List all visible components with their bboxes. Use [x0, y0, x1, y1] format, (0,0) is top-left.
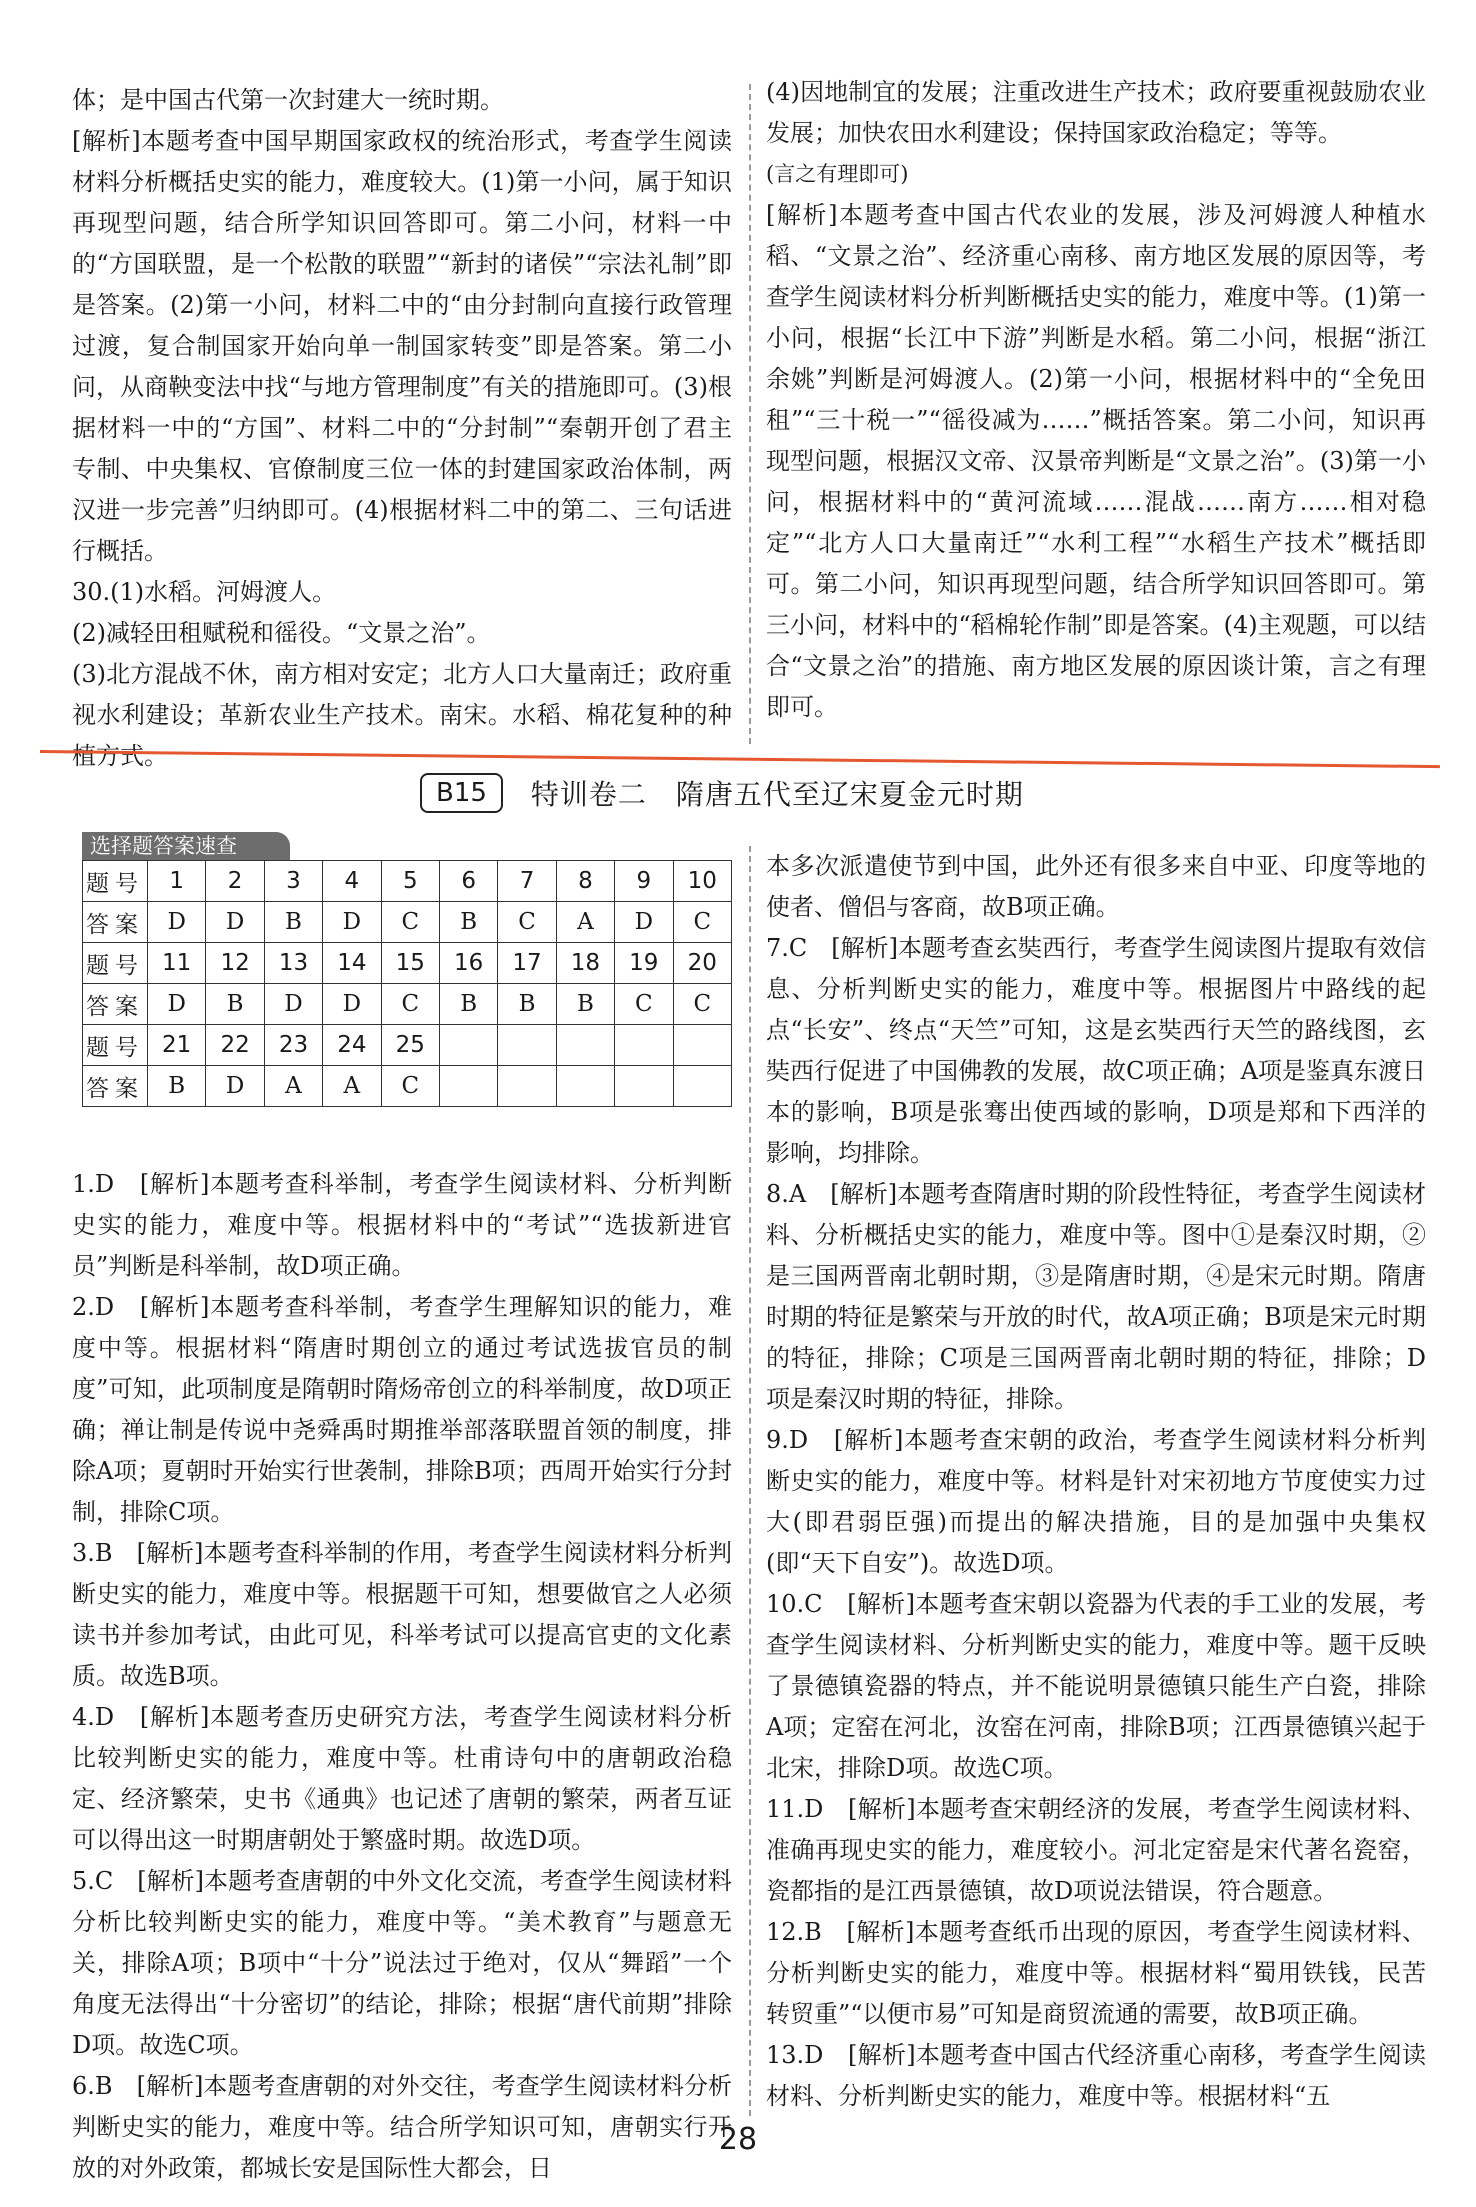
answer-cell: D: [148, 902, 206, 943]
answer-row: [83, 902, 732, 943]
answer-explanation: 4.D [解析]本题考查历史研究方法，考查学生阅读材料分析比较判断史实的能力，难度中等。杜甫诗句中的唐朝政治稳定、经济繁荣，史书《通典》也记述了唐朝的繁荣，两者互证可以得出这一时期唐朝处于繁盛时期。故选D项。: [72, 1703, 732, 1854]
answer-cell: C: [615, 984, 673, 1025]
question-number-cell: 24: [323, 1025, 381, 1066]
answer-row: [83, 984, 732, 1025]
row-label: 答案: [83, 902, 148, 943]
paragraph: [解析]本题考查中国早期国家政权的统治形式，考查学生阅读材料分析概括史实的能力，难度较大。(1)第一小问，属于知识再现型问题，结合所学知识回答即可。第二小问，材料一中的“方国联盟，是一个松散的联盟”“新封的诸侯”“宗法礼制”即是答案。(2)第一小问，材料二中的“由分封制向直接行政管理过渡，复合制国家开始向单一制国家转变”即是答案。第二小问，从商鞅变法中找“与地方管理制度”有关的措施即可。(3)根据材料一中的“方国”、材料二中的“分封制”“秦朝开创了君主专制、中央集权、官僚制度三位一体的封建国家政治体制，两汉进一步完善”归纳即可。(4)根据材料二中的第二、三句话进行概括。: [72, 127, 732, 565]
answer-cell: C: [381, 1066, 439, 1107]
answer-explanation: 5.C [解析]本题考查唐朝的中外文化交流，考查学生阅读材料分析比较判断史实的能力，难度中等。“美术教育”与题意无关，排除A项；B项中“十分”说法过于绝对，仅从“舞蹈”一个角度无法得出“十分密切”的结论，排除；根据“唐代前期”排除D项。故选C项。: [72, 1867, 732, 2059]
question-number-cell: 11: [148, 943, 206, 984]
answer-explanation: 12.B [解析]本题考查纸币出现的原因，考查学生阅读材料、分析判断史实的能力，难度中等。根据材料“蜀用铁钱，民苦转贸重”“以便市易”可知是商贸流通的需要，故B项正确。: [766, 1918, 1426, 2028]
question-number-cell: 7: [498, 861, 556, 902]
row-label: 题号: [83, 861, 148, 902]
column-divider: [749, 84, 751, 744]
answer-cell: C: [381, 902, 439, 943]
answer-cell: B: [498, 984, 556, 1025]
answer-cell: D: [615, 902, 673, 943]
answer-cell: D: [323, 984, 381, 1025]
row-label: 答案: [83, 1066, 148, 1107]
question-number-cell: [498, 1025, 556, 1066]
question-number-cell: [439, 1025, 497, 1066]
question-number-cell: 20: [673, 943, 731, 984]
question-number-cell: 1: [148, 861, 206, 902]
answer-cell: [439, 1066, 497, 1107]
answer-cell: B: [148, 1066, 206, 1107]
answer-explanation: 13.D [解析]本题考查中国古代经济重心南移，考查学生阅读材料、分析判断史实的能力，难度中等。根据材料“五: [766, 2041, 1426, 2110]
question-number-cell: 3: [264, 861, 322, 902]
answer-cell: [673, 1066, 731, 1107]
question-number-cell: 16: [439, 943, 497, 984]
section-code: B15: [420, 773, 503, 813]
answer-cell: A: [323, 1066, 381, 1107]
answer-cell: [615, 1066, 673, 1107]
section-title: 特训卷二 隋唐五代至辽宋夏金元时期: [530, 778, 1024, 811]
answer-cell: D: [206, 902, 264, 943]
top-left-column: [72, 80, 732, 777]
answer-explanation: 9.D [解析]本题考查宋朝的政治，考查学生阅读材料分析判断史实的能力，难度中等。材料是针对宋初地方节度使实力过大(即君弱臣强)而提出的解决措施，目的是加强中央集权(即“天下自安”)。故选D项。: [766, 1426, 1426, 1577]
row-label: 答案: [83, 984, 148, 1025]
question-number-cell: 17: [498, 943, 556, 984]
question-number-row: [83, 861, 732, 902]
answer-cell: D: [264, 984, 322, 1025]
question-number-cell: 25: [381, 1025, 439, 1066]
section-header: [420, 770, 1024, 816]
top-right-column: [766, 72, 1426, 728]
question-number-cell: 21: [148, 1025, 206, 1066]
paragraph: 30.(1)水稻。河姆渡人。: [72, 578, 337, 606]
question-number-cell: [556, 1025, 614, 1066]
question-number-cell: [673, 1025, 731, 1066]
question-number-cell: 6: [439, 861, 497, 902]
question-number-cell: 22: [206, 1025, 264, 1066]
answer-cell: C: [673, 902, 731, 943]
question-number-cell: 5: [381, 861, 439, 902]
answer-cell: A: [264, 1066, 322, 1107]
question-number-cell: 15: [381, 943, 439, 984]
answer-cell: D: [206, 1066, 264, 1107]
answer-cell: B: [439, 902, 497, 943]
answer-table-caption: 选择题答案速查: [82, 832, 290, 860]
row-label: 题号: [83, 943, 148, 984]
paragraph: [解析]本题考查中国古代农业的发展，涉及河姆渡人种植水稻、“文景之治”、经济重心南移、南方地区发展的原因等，考查学生阅读材料分析判断概括史实的能力，难度中等。(1)第一小问，根据“长江中下游”判断是水稻。第二小问，根据“浙江余姚”判断是河姆渡人。(2)第一小问，根据材料中的“全免田租”“三十税一”“徭役减为……”概括答案。第二小问，知识再现型问题，根据汉文帝、汉景帝判断是“文景之治”。(3)第一小问，根据材料中的“黄河流域……混战……南方……相对稳定”“北方人口大量南迁”“水利工程”“水稻生产技术”概括即可。第二小问，知识再现型问题，结合所学知识回答即可。第三小问，材料中的“稻棉轮作制”即是答案。(4)主观题，可以结合“文景之治”的措施、南方地区发展的原因谈计策，言之有理即可。: [766, 201, 1426, 721]
paragraph: (3)北方混战不休，南方相对安定；北方人口大量南迁；政府重视水利建设；革新农业生产技术。南宋。水稻、棉花复种的种植方式。: [72, 660, 732, 770]
answer-cell: [498, 1066, 556, 1107]
answer-cell: C: [381, 984, 439, 1025]
answer-explanation: 3.B [解析]本题考查科举制的作用，考查学生阅读材料分析判断史实的能力，难度中等。根据题干可知，想要做官之人必须读书并参加考试，由此可见，科举考试可以提高官吏的文化素质。故选B项。: [72, 1539, 732, 1690]
question-number-cell: 8: [556, 861, 614, 902]
paragraph: 体；是中国古代第一次封建大一统时期。: [72, 86, 504, 114]
answer-cell: B: [206, 984, 264, 1025]
question-number-cell: 12: [206, 943, 264, 984]
answer-cell: D: [148, 984, 206, 1025]
answer-cell: B: [439, 984, 497, 1025]
answer-cell: A: [556, 902, 614, 943]
answer-cell: C: [498, 902, 556, 943]
answer-explanation: 本多次派遣使节到中国，此外还有很多来自中亚、印度等地的使者、僧侣与客商，故B项正确。: [766, 852, 1426, 921]
answer-cell: C: [673, 984, 731, 1025]
question-number-row: [83, 943, 732, 984]
paragraph: (4)因地制宜的发展；注重改进生产技术；政府要重视鼓励农业发展；加快农田水利建设；保持国家政治稳定；等等。: [766, 78, 1426, 147]
answer-row: [83, 1066, 732, 1107]
answer-explanation: 2.D [解析]本题考查科举制，考查学生理解知识的能力，难度中等。根据材料“隋唐时期创立的通过考试选拔官员的制度”可知，此项制度是隋朝时隋炀帝创立的科举制度，故D项正确；禅让制是传说中尧舜禹时期推举部落联盟首领的制度，排除A项；夏朝时开始实行世袭制，排除B项；西周开始实行分封制，排除C项。: [72, 1293, 732, 1526]
question-number-cell: 19: [615, 943, 673, 984]
answer-cell: B: [264, 902, 322, 943]
column-divider: [749, 846, 751, 2116]
question-number-row: [83, 1025, 732, 1066]
paragraph: (言之有理即可): [766, 162, 909, 186]
answer-table: [82, 860, 732, 1107]
answer-explanation: 6.B [解析]本题考查唐朝的对外交往，考查学生阅读材料分析判断史实的能力，难度中等。结合所学知识可知，唐朝实行开放的对外政策，都城长安是国际性大都会，日: [72, 2072, 732, 2182]
bottom-left-column: [72, 1164, 732, 2189]
question-number-cell: 4: [323, 861, 381, 902]
question-number-cell: 13: [264, 943, 322, 984]
answer-explanation: 10.C [解析]本题考查宋朝以瓷器为代表的手工业的发展，考查学生阅读材料、分析判断史实的能力，难度中等。题干反映了景德镇瓷器的特点，并不能说明景德镇只能生产白瓷，排除A项；定窑在河北，汝窑在河南，排除B项；江西景德镇兴起于北宋，排除D项。故选C项。: [766, 1590, 1426, 1782]
question-number-cell: 23: [264, 1025, 322, 1066]
answer-explanation: 1.D [解析]本题考查科举制，考查学生阅读材料、分析判断史实的能力，难度中等。根据材料中的“考试”“选拔新进官员”判断是科举制，故D项正确。: [72, 1170, 732, 1280]
answer-cell: D: [323, 902, 381, 943]
paragraph: (2)减轻田租赋税和徭役。“文景之治”。: [72, 619, 491, 647]
answer-explanation: 8.A [解析]本题考查隋唐时期的阶段性特征，考查学生阅读材料、分析概括史实的能力，难度中等。图中①是秦汉时期，②是三国两晋南北朝时期，③是隋唐时期，④是宋元时期。隋唐时期的特征是繁荣与开放的时代，故A项正确；B项是宋元时期的特征，排除；C项是三国两晋南北朝时期的特征，排除；D项是秦汉时期的特征，排除。: [766, 1180, 1426, 1413]
question-number-cell: 14: [323, 943, 381, 984]
answer-cell: B: [556, 984, 614, 1025]
question-number-cell: 9: [615, 861, 673, 902]
question-number-cell: 18: [556, 943, 614, 984]
question-number-cell: 2: [206, 861, 264, 902]
answer-explanation: 7.C [解析]本题考查玄奘西行，考查学生阅读图片提取有效信息、分析判断史实的能力，难度中等。根据图片中路线的起点“长安”、终点“天竺”可知，这是玄奘西行天竺的路线图，玄奘西行促进了中国佛教的发展，故C项正确；A项是鉴真东渡日本的影响，B项是张骞出使西域的影响，D项是郑和下西洋的影响，均排除。: [766, 934, 1426, 1167]
question-number-cell: [615, 1025, 673, 1066]
answer-explanation: 11.D [解析]本题考查宋朝经济的发展，考查学生阅读材料、准确再现史实的能力，难度较小。河北定窑是宋代著名瓷窑，瓷都指的是江西景德镇，故D项说法错误，符合题意。: [766, 1795, 1426, 1905]
row-label: 题号: [83, 1025, 148, 1066]
bottom-right-column: [766, 846, 1426, 2117]
page-number: 28: [718, 2122, 758, 2157]
answer-cell: [556, 1066, 614, 1107]
question-number-cell: 10: [673, 861, 731, 902]
